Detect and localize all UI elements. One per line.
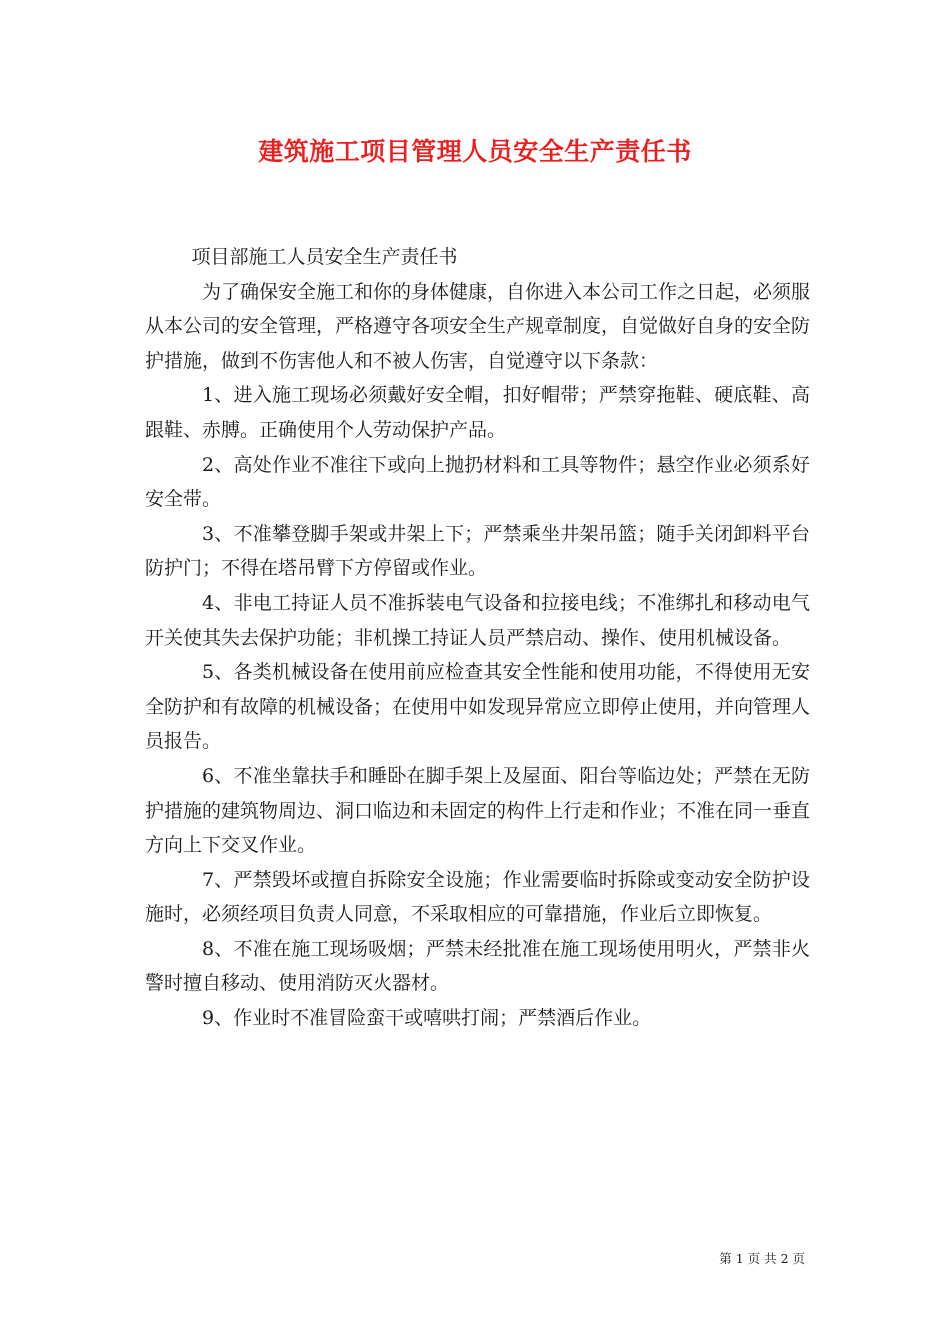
- clause-item: 4、非电工持证人员不准拆装电气设备和拉接电线；不准绑扎和移动电气开关使其失去保护功能；非机操工持证人员严禁启动、操作、使用机械设备。: [145, 591, 810, 649]
- clause-item: 6、不准坐靠扶手和睡卧在脚手架上及屋面、阳台等临边处；严禁在无防护措施的建筑物周边、洞口临边和未固定的构件上行走和作业；不准在同一垂直方向上下交叉作业。: [145, 764, 811, 857]
- clause-item: 2、高处作业不准往下或向上抛扔材料和工具等物件；悬空作业必须系好安全带。: [145, 453, 810, 511]
- clause-item: 7、严禁毁坏或擅自拆除安全设施；作业需要临时拆除或变动安全防护设施时，必须经项目负责人同意，不采取相应的可靠措施，作业后立即恢复。: [145, 868, 810, 926]
- document-title: 建筑施工项目管理人员安全生产责任书: [258, 137, 692, 166]
- intro-paragraph: 为了确保安全施工和你的身体健康，自你进入本公司工作之日起，必须服从本公司的安全管理，严格遵守各项安全生产规章制度，自觉做好自身的安全防护措施，做到不伤害他人和不被人伤害，自觉遵守以下条款：: [145, 280, 811, 372]
- clause-item: 3、不准攀登脚手架或井架上下；严禁乘坐井架吊篮；随手关闭卸料平台防护门；不得在塔吊臂下方停留或作业。: [145, 522, 810, 580]
- clause-item: 5、各类机械设备在使用前应检查其安全性能和使用功能，不得使用无安全防护和有故障的机械设备；在使用中如发现异常应立即停止使用，并向管理人员报告。: [145, 661, 811, 753]
- clause-item: 1、进入施工现场必须戴好安全帽，扣好帽带；严禁穿拖鞋、硬底鞋、高跟鞋、赤膊。正确使用个人劳动保护产品。: [145, 384, 810, 441]
- document-body: [145, 240, 810, 1036]
- document-subtitle: 项目部施工人员安全生产责任书: [191, 246, 458, 268]
- page-number: 第 1 页 共 2 页: [719, 1251, 805, 1266]
- clause-item: 9、作业时不准冒险蛮干或嘻哄打闹；严禁酒后作业。: [202, 1007, 652, 1030]
- clause-item: 8、不准在施工现场吸烟；严禁未经批准在施工现场使用明火，严禁非火警时擅自移动、使用消防灭火器材。: [145, 937, 810, 995]
